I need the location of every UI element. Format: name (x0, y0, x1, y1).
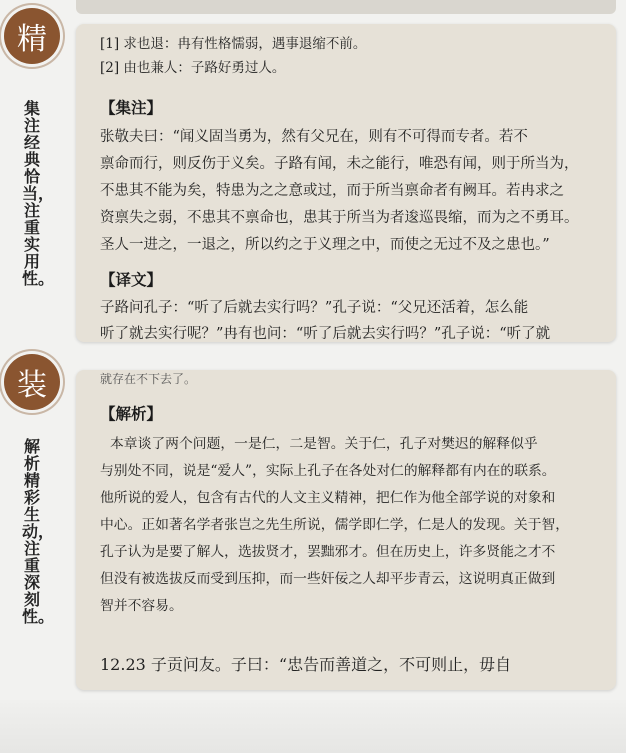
jiexi-line: 与别处不同，说是“爱人”，实际上孔子在各处对仁的解释都有内在的联系。 (100, 463, 556, 479)
jizhu-line: 张敬夫曰：“闻义固当勇为，然有父兄在，则有不可得而专者。若不 (100, 129, 528, 145)
tagline-top: 集注经典恰当，注重实用性。 (22, 99, 55, 288)
jiexi-line: 但没有被选拔反而受到压抑，而一些奸佞之人却平步青云，这说明真正做到 (100, 571, 556, 587)
jizhu-heading: 【集注】 (100, 99, 163, 117)
yiwen-line: 听了就去实行呢？”冉有也问：“听了后就去实行吗？”孔子说：“听了就 (100, 326, 551, 342)
verse-line: 12.23 子贡问友。子曰：“忠告而善道之，不可则止，毋自 (100, 655, 512, 674)
sidebar-top (0, 0, 66, 340)
jiexi-line: 本章谈了两个问题，一是仁，二是智。关于仁，孔子对樊迟的解释似乎 (110, 436, 538, 452)
note-line: [1] 求也退：冉有性格懦弱，遇事退缩不前。 (100, 36, 367, 52)
jiexi-line: 孔子认为是要了解人，选拔贤才，罢黜邪才。但在历史上，许多贤能之才不 (100, 544, 556, 560)
background-texture (0, 700, 626, 753)
jiexi-line: 他所说的爱人，包含有古代的人文主义精神，把仁作为他全部学说的对象和 (100, 490, 556, 506)
badge-zhuang: 装 (4, 354, 60, 410)
fragment-line: 就存在不下去了。 (100, 372, 197, 386)
yiwen-line: 子路问孔子：“听了后就去实行吗？”孔子说：“父兄还活着，怎么能 (100, 300, 529, 316)
yiwen-heading: 【译文】 (100, 271, 163, 289)
jiexi-line: 中心。正如著名学者张岂之先生所说，儒学即仁学，仁是人的发现。关于智， (100, 517, 570, 533)
jiexi-line: 智并不容易。 (100, 598, 183, 614)
note-line: [2] 由也兼人：子路好勇过人。 (100, 60, 286, 76)
jizhu-line: 圣人一进之，一退之，所以约之于义理之中，而使之无过不及之患也。” (100, 237, 550, 253)
page-image-top (76, 24, 616, 342)
sidebar-bottom (0, 346, 66, 686)
top-page-strip (76, 0, 616, 14)
page-image-bottom (76, 370, 616, 690)
jiexi-heading: 【解析】 (100, 405, 163, 423)
jizhu-line: 不患其不能为矣，特患为之之意或过，而于所当禀命者有阙耳。若冉求之 (100, 183, 564, 199)
jizhu-line: 禀命而行，则反伤于义矣。子路有闻，未之能行，唯恐有闻，则于所当为， (100, 156, 579, 172)
badge-jing: 精 (4, 8, 60, 64)
tagline-bottom: 解析精彩生动，注重深刻性。 (22, 437, 55, 626)
jizhu-line: 资禀失之弱，不患其不禀命也，患其于所当为者逡巡畏缩，而为之不勇耳。 (100, 210, 579, 226)
